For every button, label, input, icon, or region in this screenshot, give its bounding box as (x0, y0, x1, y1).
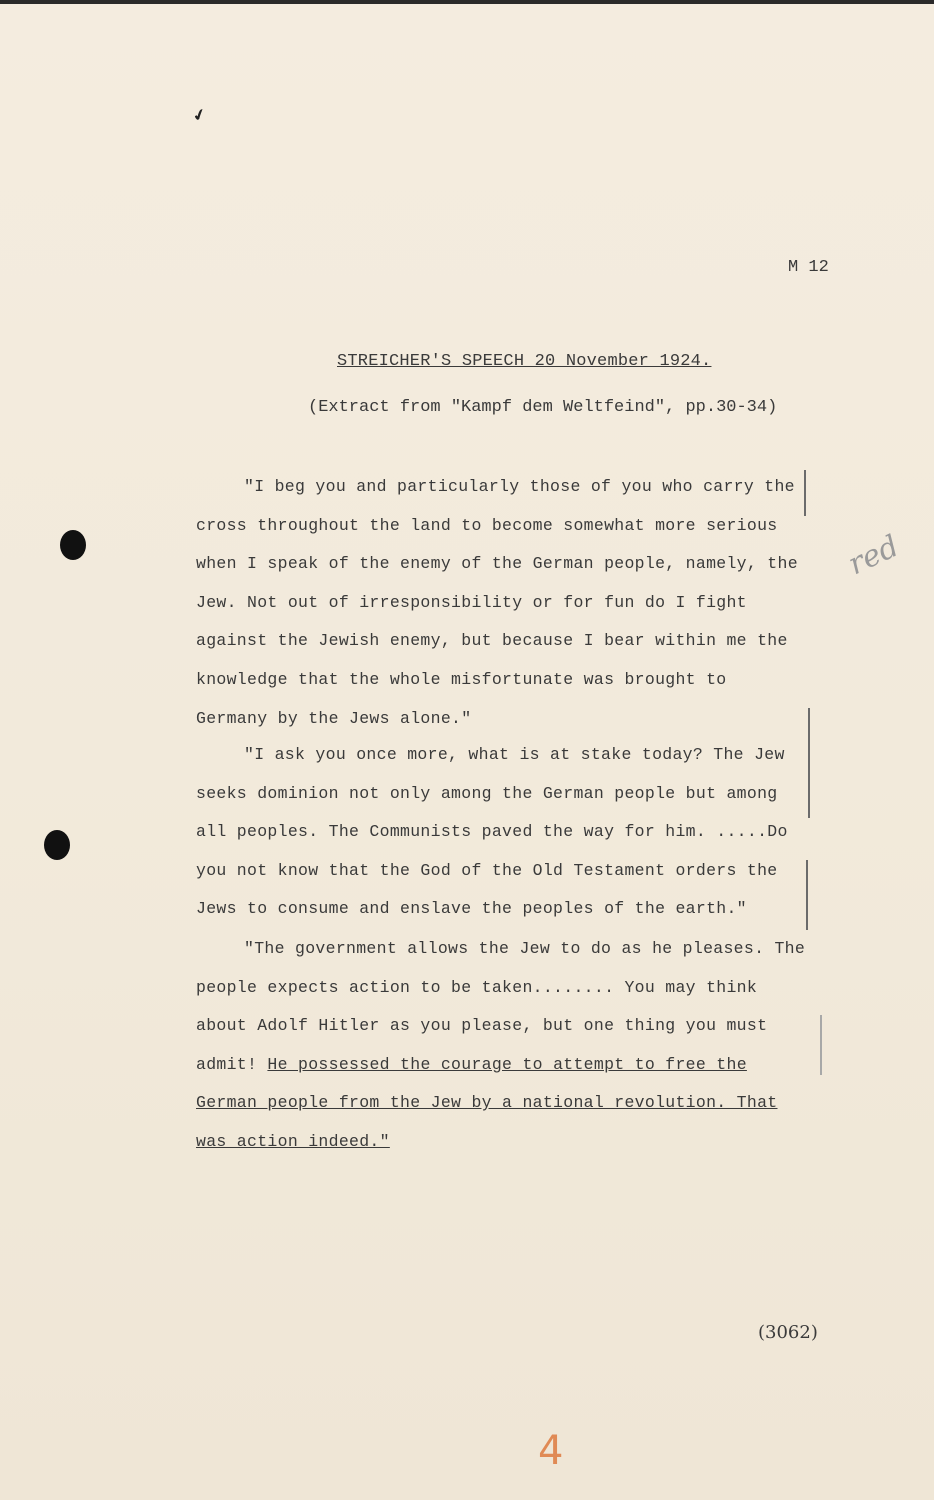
page-top-edge (0, 0, 934, 4)
paragraph-1-text: "I beg you and particularly those of you who carry the cross throughout the land to become somewhat more serious when I speak of the enemy of the German people, namely, the Jew. Not out of irresponsibility or for fun do I fight against the Jewish enemy, but because I bear within me the knowledge that the whole misfortunate was brought to Germany by the Jews alone." (196, 477, 798, 728)
punch-hole-top (60, 530, 86, 560)
document-subtitle: (Extract from "Kampf dem Weltfeind", pp.30-34) (308, 398, 778, 417)
paragraph-2-text: "I ask you once more, what is at stake today? The Jew seeks dominion not only among the German people but among all peoples. The Communists paved the way for him. .....Do you not know that the God of the Old Testament orders the Jews to consume and enslave the peoples of the earth." (196, 745, 788, 919)
margin-bracket-3 (806, 860, 808, 930)
paragraph-1 (196, 468, 808, 738)
paragraph-3-text: "The government allows the Jew to do as he pleases. The people expects action to be taken........ You may think about Adolf Hitler as you please, but one thing you must admit! (196, 939, 806, 1074)
document-title: STREICHER'S SPEECH 20 November 1924. (337, 352, 712, 371)
punch-hole-bottom (44, 830, 70, 860)
paragraph-3-underlined: He possessed the courage to attempt to free the German people from the Jew by a national revolution. That was action indeed." (196, 1054, 778, 1151)
paragraph-2 (196, 736, 808, 929)
margin-bracket-1 (804, 470, 806, 516)
ink-mark: ✔ (191, 104, 209, 128)
margin-bracket-2 (808, 708, 810, 818)
page-number: (3062) (758, 1322, 818, 1343)
archive-stamp-number: 4 (538, 1428, 564, 1474)
document-reference: M 12 (788, 258, 829, 277)
margin-handwriting: red (843, 528, 905, 583)
margin-bracket-4 (820, 1015, 822, 1075)
paragraph-3 (196, 930, 808, 1162)
